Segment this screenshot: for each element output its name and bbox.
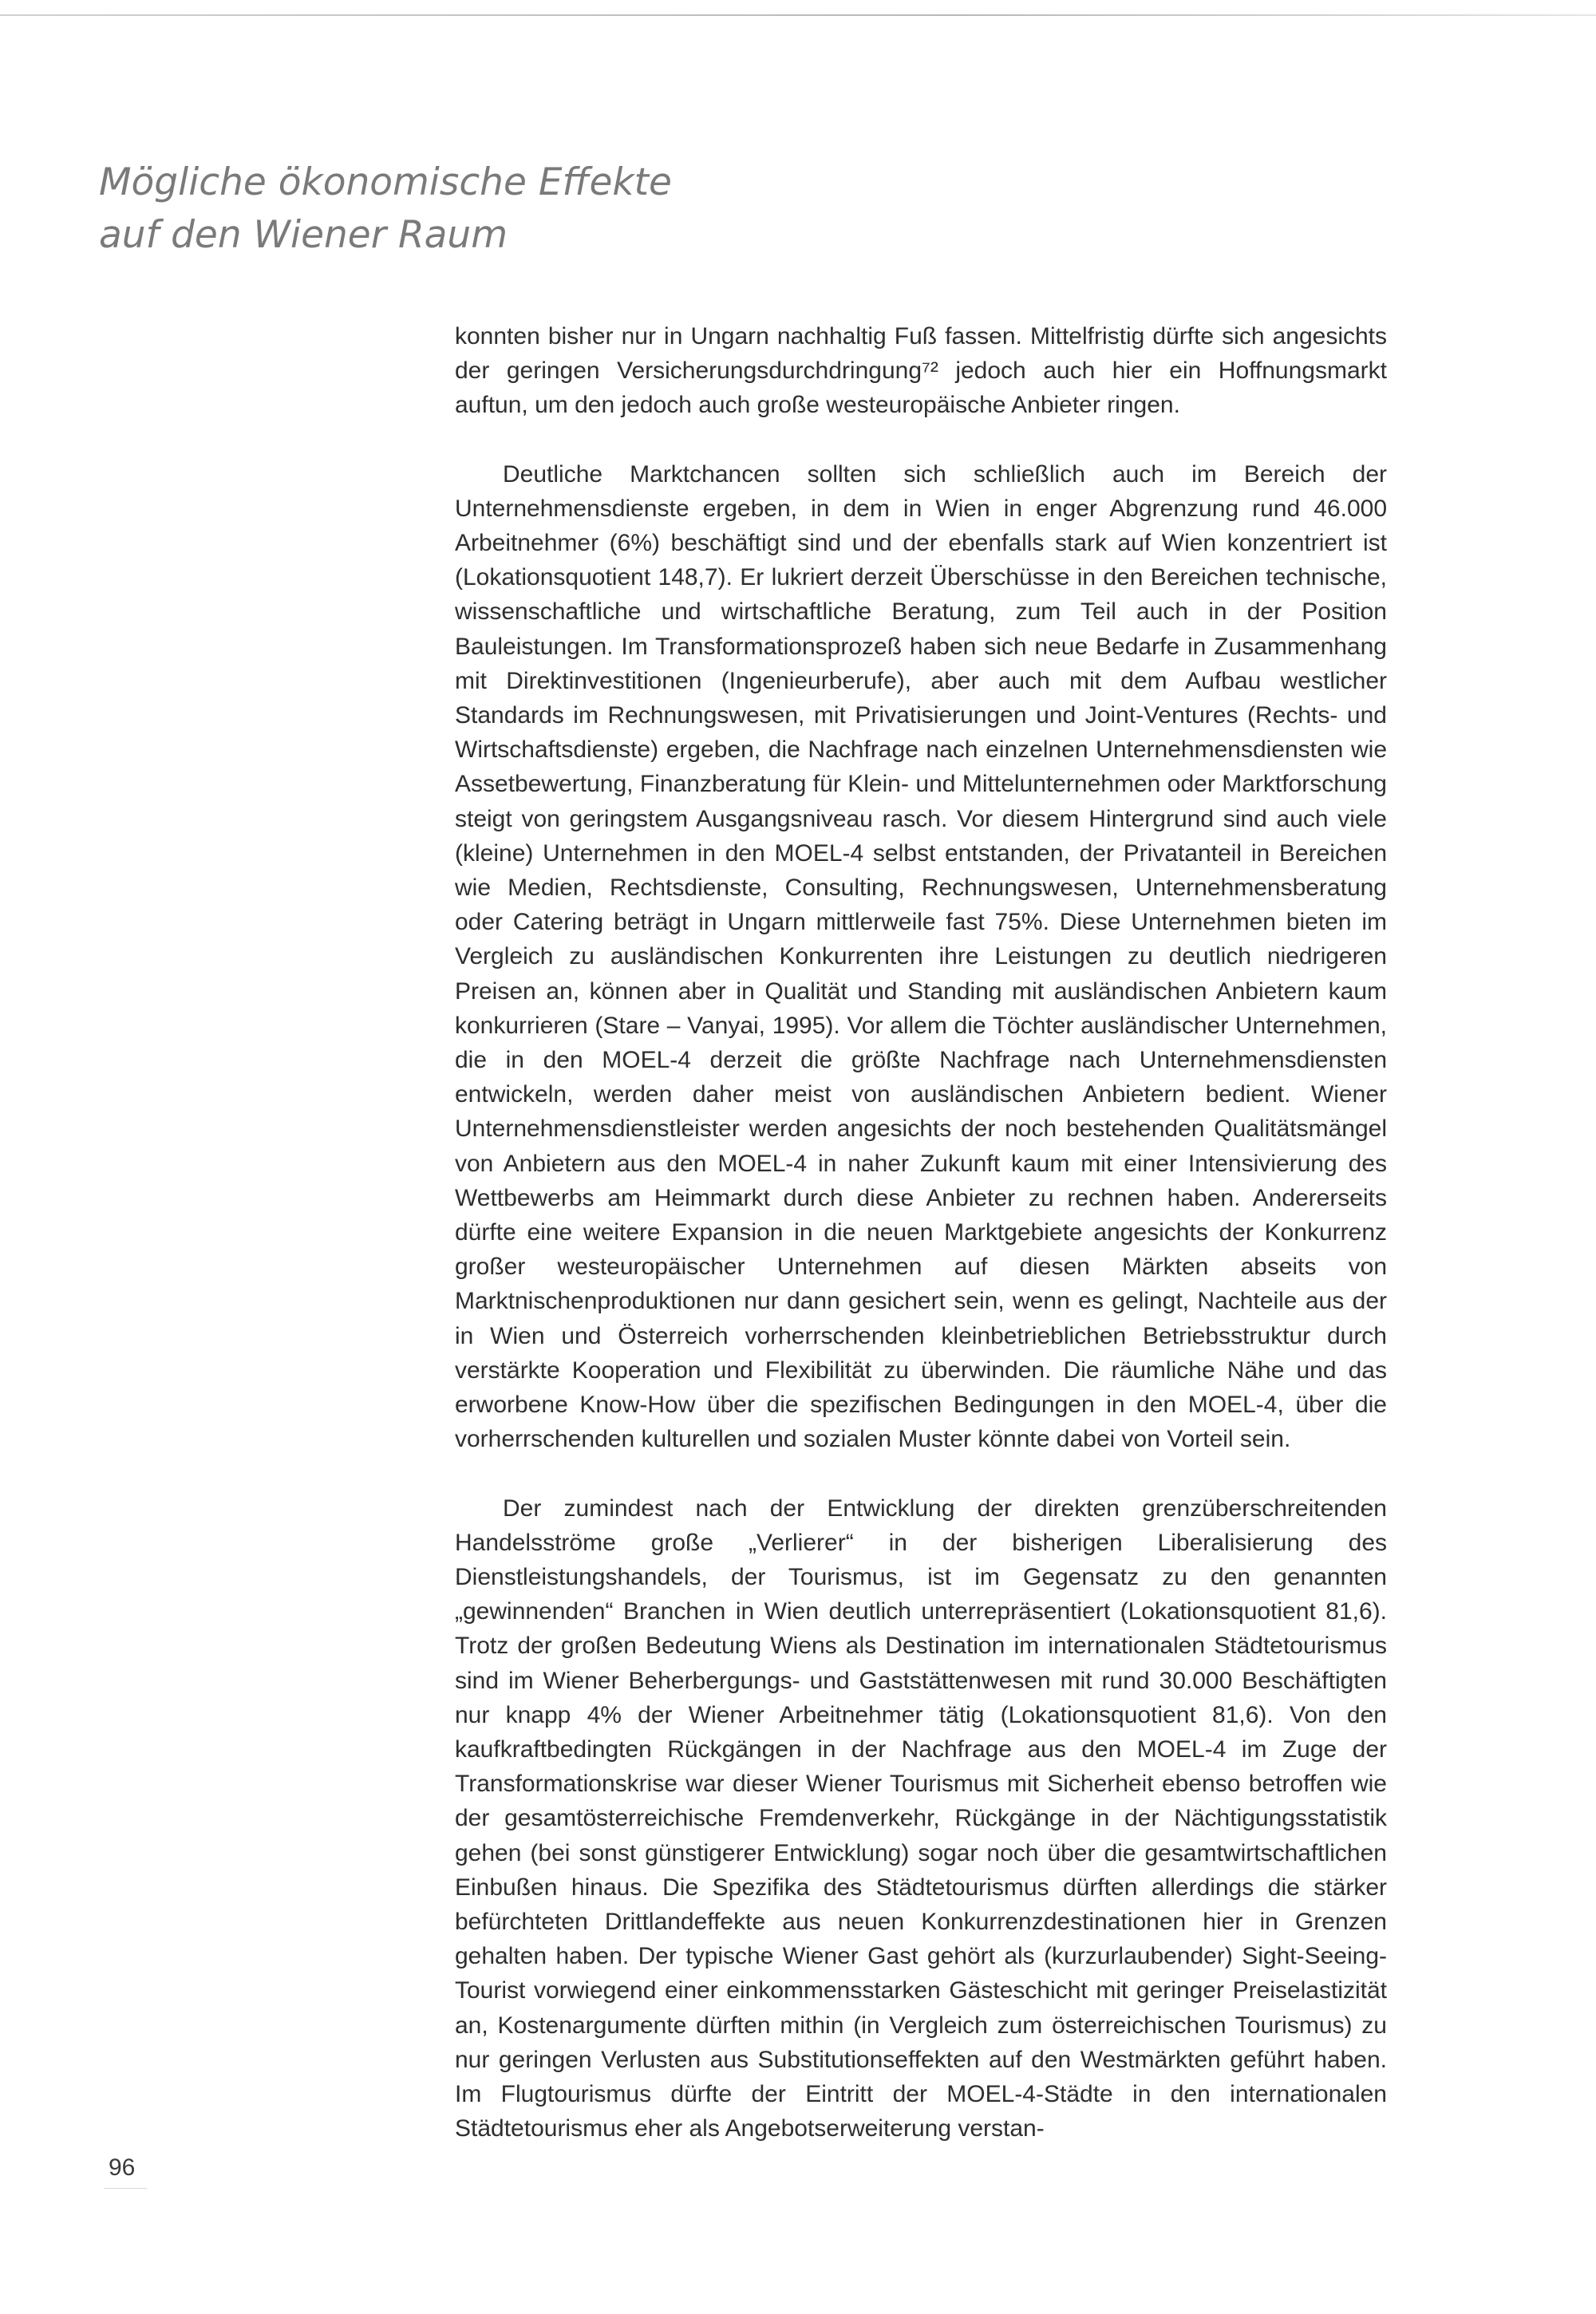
page-title-line-1: Mögliche ökonomische Effekte xyxy=(99,160,672,204)
paragraph-3-text: Der zumindest nach der Entwicklung der direkten grenzüberschreitenden Handelsströme große „Verlierer“ in der bisherigen Liberalisierung des Dienstleistungshandels, der Tourismus, ist im Gegensatz zu den genannten „gewinnenden“ Branchen in Wien deutlich unterrepräsentiert (Lokationsquotient 81,6). Trotz der großen Bedeutung Wiens als Destination im internationalen Städtetourismus sind im Wiener Beherbergungs- und Gaststättenwesen mit rund 30.000 Beschäftigten nur knapp 4% der Wiener Arbeitnehmer tätig (Lokationsquotient 81,6). Von den kaufkraftbedingten Rückgängen in der Nachfrage aus den MOEL-4 im Zuge der Transformationskrise war dieser Wiener Tourismus mit Sicherheit ebenso betroffen wie der gesamtösterreichische Fremdenverkehr, Rückgänge in der Nächtigungsstatistik gehen (bei sonst günstigerer Entwicklung) sogar noch über die gesamtwirtschaftlichen Einbußen hinaus. Die Spezifika des Städtetourismus dürften allerdings die stärker befürchteten Drittlandeffekte aus neuen Konkurrenzdestinationen hier in Grenzen gehalten haben. Der typische Wiener Gast gehört als (kurzurlaubender) Sight-Seeing-Tourist vorwiegend einer einkommensstarken Gästeschicht mit geringer Preiselastizität an, Kostenargumente dürften mithin (in Vergleich zum österreichischen Tourismus) zu nur geringen Verlusten aus Substitutionseffekten auf den Westmärkten geführt haben. Im Flugtourismus dürfte der Eintritt der MOEL-4-Städte in den internationalen Städtetourismus eher als Angebotserweiterung verstan- xyxy=(455,1495,1387,2142)
page-title-line-2: auf den Wiener Raum xyxy=(99,213,508,257)
paragraph-1 xyxy=(455,319,1387,423)
page-number-rule xyxy=(104,2188,147,2189)
page-number: 96 xyxy=(109,2154,136,2181)
page-title xyxy=(99,156,817,262)
top-rule xyxy=(0,14,1596,16)
body-text xyxy=(455,319,1387,2146)
paragraph-3 xyxy=(455,1491,1387,2146)
paragraph-2 xyxy=(455,457,1387,1457)
paragraph-1-text: konnten bisher nur in Ungarn nachhaltig Fuß fassen. Mittelfristig dürfte sich angesichts der geringen Versicherungsdurchdringung⁷² jedoch auch hier ein Hoffnungsmarkt auftun, um den jedoch auch große westeuropäische Anbieter ringen. xyxy=(455,323,1387,419)
paragraph-2-text: Deutliche Marktchancen sollten sich schließlich auch im Bereich der Unternehmensdienste ergeben, in dem in Wien in enger Abgrenzung rund 46.000 Arbeitnehmer (6%) beschäftigt sind und der ebenfalls stark auf Wien konzentriert ist (Lokationsquotient 148,7). Er lukriert derzeit Überschüsse in den Bereichen technische, wissenschaftliche und wirtschaftliche Beratung, zum Teil auch in der Position Bauleistungen. Im Transformationsprozeß haben sich neue Bedarfe in Zusammenhang mit Direktinvestitionen (Ingenieurberufe), aber auch mit dem Aufbau westlicher Standards im Rechnungswesen, mit Privatisierungen und Joint-Ventures (Rechts- und Wirtschaftsdienste) ergeben, die Nachfrage nach einzelnen Unternehmensdiensten wie Assetbewertung, Finanzberatung für Klein- und Mittelunternehmen oder Marktforschung steigt von geringstem Ausgangsniveau rasch. Vor diesem Hintergrund sind auch viele (kleine) Unternehmen in den MOEL-4 selbst entstanden, der Privatanteil in Bereichen wie Medien, Rechtsdienste, Consulting, Rechnungswesen, Unternehmensberatung oder Catering beträgt in Ungarn mittlerweile fast 75%. Diese Unternehmen bieten im Vergleich zu ausländischen Konkurrenten ihre Leistungen zu deutlich niedrigeren Preisen an, können aber in Qualität und Standing mit ausländischen Anbietern kaum konkurrieren (Stare – Vanyai, 1995). Vor allem die Töchter ausländischer Unternehmen, die in den MOEL-4 derzeit die größte Nachfrage nach Unternehmensdiensten entwickeln, werden daher meist von ausländischen Anbietern bedient. Wiener Unternehmensdienstleister werden angesichts der noch bestehenden Qualitätsmängel von Anbietern aus den MOEL-4 in naher Zukunft kaum mit einer Intensivierung des Wettbewerbs am Heimmarkt durch diese Anbieter zu rechnen haben. Andererseits dürfte eine weitere Expansion in die neuen Marktgebiete angesichts der Konkurrenz großer westeuropäischer Unternehmen auf diesen Märkten abseits von Marktnischenproduktionen nur dann gesichert sein, wenn es gelingt, Nachteile aus der in Wien und Österreich vorherrschenden kleinbetrieblichen Betriebsstruktur durch verstärkte Kooperation und Flexibilität zu überwinden. Die räumliche Nähe und das erworbene Know-How über die spezifischen Bedingungen in den MOEL-4, über die vorherrschenden kulturellen und sozialen Muster könnte dabei von Vorteil sein. xyxy=(455,460,1387,1453)
